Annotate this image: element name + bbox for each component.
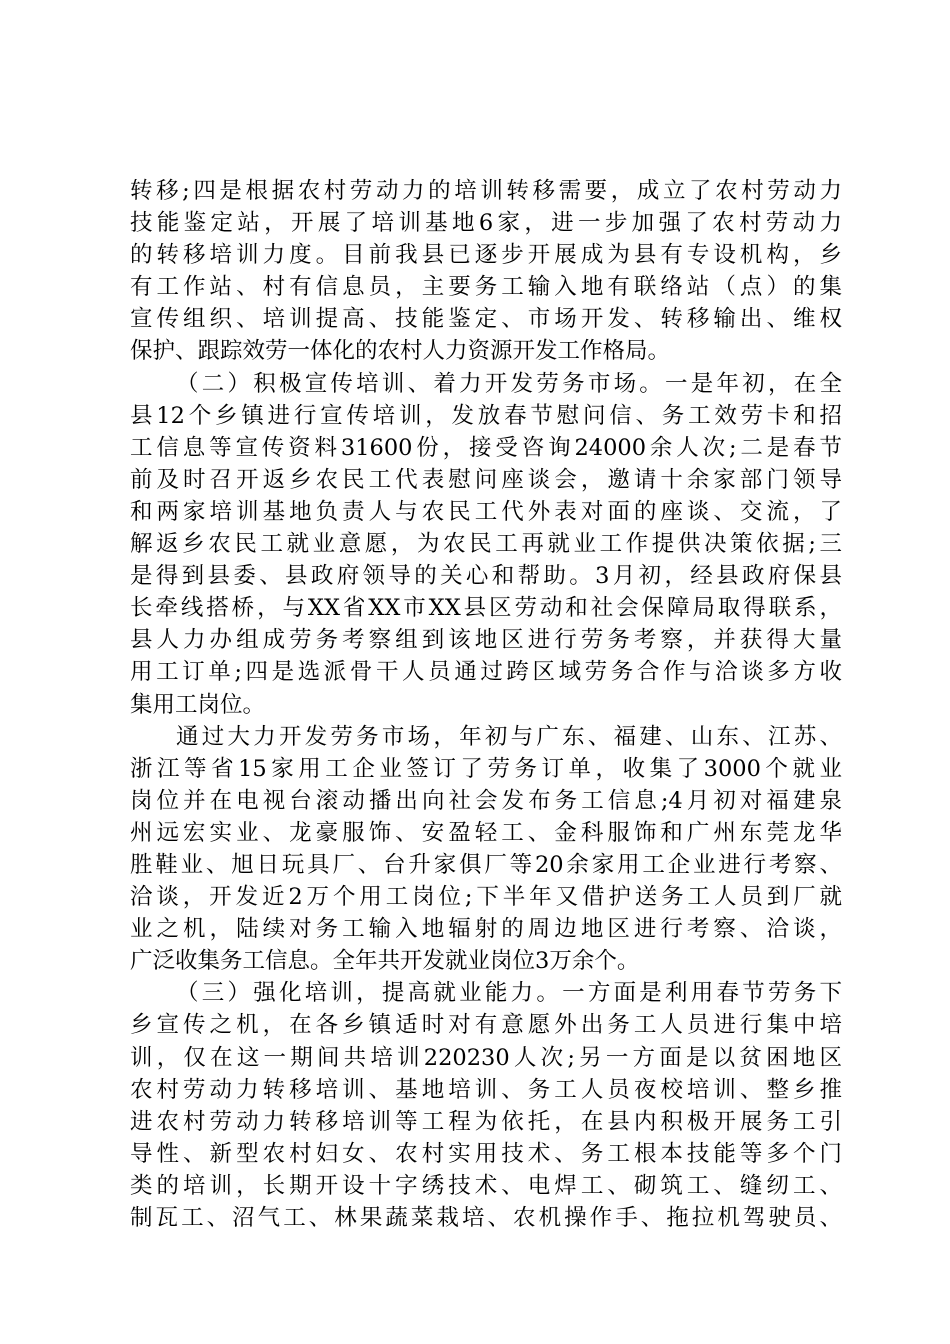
- paragraph-4: [130, 977, 842, 1234]
- text-line: 农村劳动力转移培训、基地培训、务工人员夜校培训、整乡推: [130, 1076, 842, 1103]
- text-line: 保护、跟踪效劳一体化的农村人力资源开发工作格局。: [130, 338, 671, 365]
- text-line: 集用工岗位。: [130, 691, 266, 718]
- text-line: 的转移培训力度。目前我县已逐步开展成为县有专设机构，乡: [130, 242, 842, 269]
- text-line: 业之机，陆续对务工输入地辐射的周边地区进行考察、洽谈，: [130, 916, 842, 943]
- text-line: 宣传组织、培训提高、技能鉴定、市场开发、转移输出、维权: [130, 306, 842, 333]
- text-line: 是得到县委、县政府领导的关心和帮助。3月初，经县政府保县: [130, 563, 842, 590]
- text-line: 导性、新型农村妇女、农村实用技术、务工根本技能等多个门: [130, 1140, 842, 1167]
- text-line: 前及时召开返乡农民工代表慰问座谈会，邀请十余家部门领导: [130, 466, 842, 493]
- text-line: 解返乡农民工就业意愿，为农民工再就业工作提供决策依据;三: [130, 531, 842, 558]
- text-line: 类的培训，长期开设十字绣技术、电焊工、砌筑工、缝纫工、: [130, 1172, 842, 1199]
- text-line: 岗位并在电视台滚动播出向社会发布务工信息;4月初对福建泉: [130, 787, 842, 814]
- text-line: 州远宏实业、龙豪服饰、安盈轻工、金科服饰和广州东莞龙华: [130, 819, 842, 846]
- text-line: （三）强化培训，提高就业能力。一方面是利用春节劳务下: [176, 980, 842, 1007]
- text-line: 县12个乡镇进行宣传培训，发放春节慰问信、务工效劳卡和招: [130, 402, 842, 429]
- text-line: 用工订单;四是选派骨干人员通过跨区域劳务合作与洽谈多方收: [130, 659, 842, 686]
- text-line: （二）积极宣传培训、着力开发劳务市场。一是年初，在全: [176, 370, 842, 397]
- text-line: 胜鞋业、旭日玩具厂、台升家俱厂等20余家用工企业进行考察、: [130, 851, 842, 878]
- text-line: 广泛收集务工信息。全年共开发就业岗位3万余个。: [130, 948, 640, 975]
- text-line: 训，仅在这一期间共培训220230人次;另一方面是以贫困地区: [130, 1044, 842, 1071]
- text-line: 洽谈，开发近2万个用工岗位;下半年又借护送务工人员到厂就: [130, 884, 842, 911]
- text-line: 长牵线搭桥，与XX省XX市XX县区劳动和社会保障局取得联系，: [130, 595, 842, 622]
- text-line: 转移;四是根据农村劳动力的培训转移需要，成立了农村劳动力: [130, 178, 842, 204]
- text-line: 技能鉴定站，开展了培训基地6家，进一步加强了农村劳动力: [130, 210, 842, 237]
- text-line: 工信息等宣传资料31600份，接受咨询24000余人次;二是春节: [130, 434, 842, 461]
- text-line: 乡宣传之机，在各乡镇适时对有意愿外出务工人员进行集中培: [130, 1012, 842, 1039]
- text-line: 县人力办组成劳务考察组到该地区进行劳务考察，并获得大量: [130, 627, 842, 654]
- text-line: 和两家培训基地负责人与农民工代外表对面的座谈、交流，了: [130, 498, 842, 525]
- text-line: 浙江等省15家用工企业签订了劳务订单，收集了3000个就业: [130, 755, 842, 782]
- paragraph-2: [130, 368, 842, 721]
- text-line: 有工作站、村有信息员，主要务工输入地有联络站（点）的集: [130, 274, 842, 301]
- text-line: 通过大力开发劳务市场，年初与广东、福建、山东、江苏、: [176, 723, 842, 750]
- text-line: 制瓦工、沼气工、林果蔬菜栽培、农机操作手、拖拉机驾驶员、: [130, 1205, 842, 1231]
- text-line: 进农村劳动力转移培训等工程为依托，在县内积极开展务工引: [130, 1108, 842, 1135]
- paragraph-1: [130, 175, 842, 368]
- document-page: [130, 175, 842, 1234]
- paragraph-3: [130, 721, 842, 978]
